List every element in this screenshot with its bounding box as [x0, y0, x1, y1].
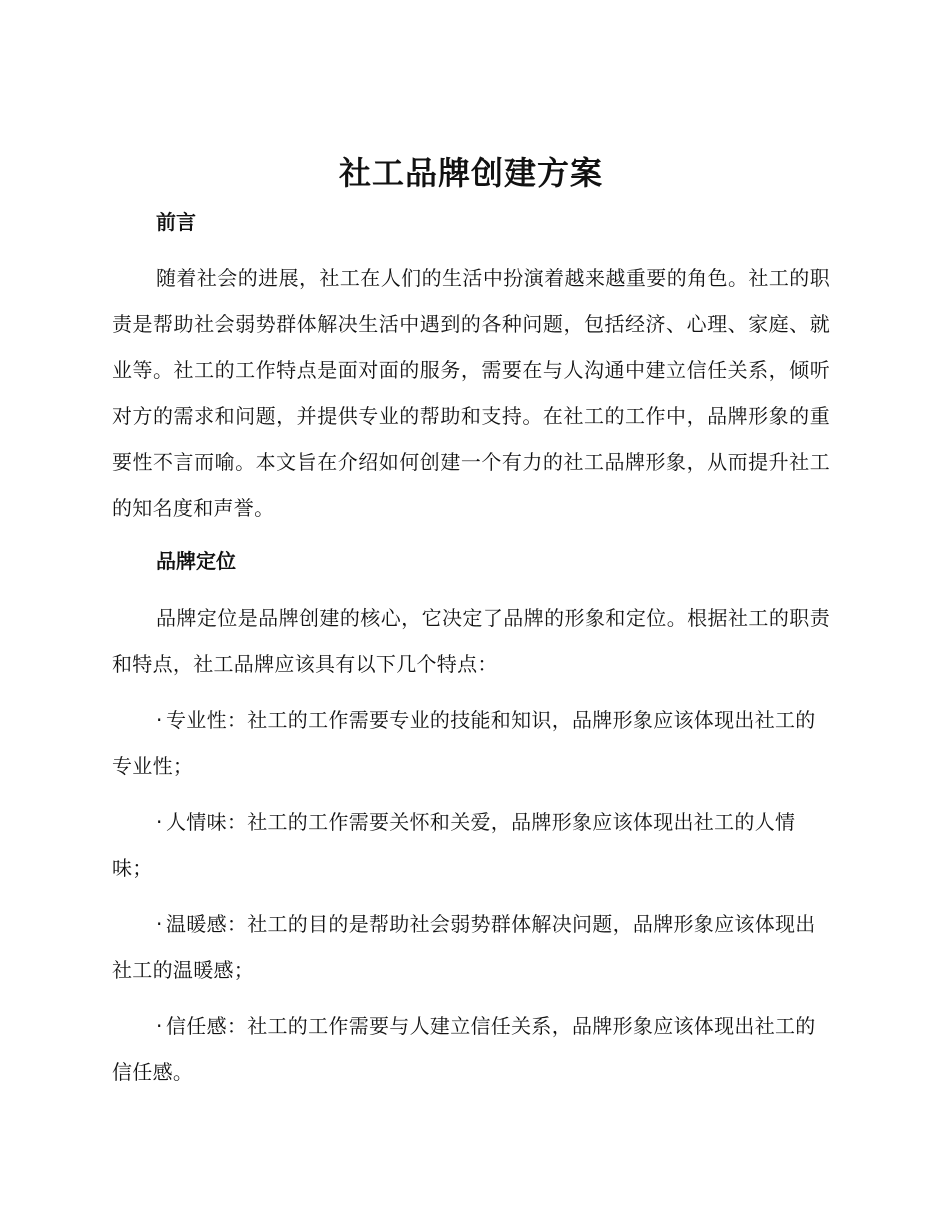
- bullet-text: 信任感：社工的工作需要与人建立信任关系，品牌形象应该体现出社工的信任感。: [112, 1014, 816, 1084]
- bullet-item-human-touch: [112, 799, 830, 891]
- bullet-text: 专业性：社工的工作需要专业的技能和知识，品牌形象应该体现出社工的专业性；: [112, 708, 816, 778]
- document-title: 社工品牌创建方案: [338, 154, 603, 192]
- document-page: [112, 0, 830, 1230]
- bullet-dot-icon: ·: [156, 1014, 163, 1038]
- bullet-text: 温暖感：社工的目的是帮助社会弱势群体解决问题，品牌形象应该体现出社工的温暖感；: [112, 912, 816, 982]
- bullet-dot-icon: ·: [156, 912, 163, 936]
- bullet-item-professionalism: [112, 697, 830, 789]
- section-heading-brand-positioning: 品牌定位: [156, 549, 236, 573]
- bullet-item-warmth: [112, 901, 830, 993]
- bullet-dot-icon: ·: [156, 810, 163, 834]
- bullet-item-trust: [112, 1003, 830, 1095]
- brand-positioning-paragraph: 品牌定位是品牌创建的核心，它决定了品牌的形象和定位。根据社工的职责和特点，社工品牌应该具有以下几个特点：: [112, 606, 830, 676]
- bullet-dot-icon: ·: [156, 708, 163, 732]
- bullet-text: 人情味：社工的工作需要关怀和关爱，品牌形象应该体现出社工的人情味；: [112, 810, 796, 880]
- section-heading-preface: 前言: [156, 210, 196, 234]
- preface-paragraph: 随着社会的进展，社工在人们的生活中扮演着越来越重要的角色。社工的职责是帮助社会弱势群体解决生活中遇到的各种问题，包括经济、心理、家庭、就业等。社工的工作特点是面对面的服务，需要在与人沟通中建立信任关系，倾听对方的需求和问题，并提供专业的帮助和支持。在社工的工作中，品牌形象的重要性不言而喻。本文旨在介绍如何创建一个有力的社工品牌形象，从而提升社工的知名度和声誉。: [112, 266, 830, 520]
